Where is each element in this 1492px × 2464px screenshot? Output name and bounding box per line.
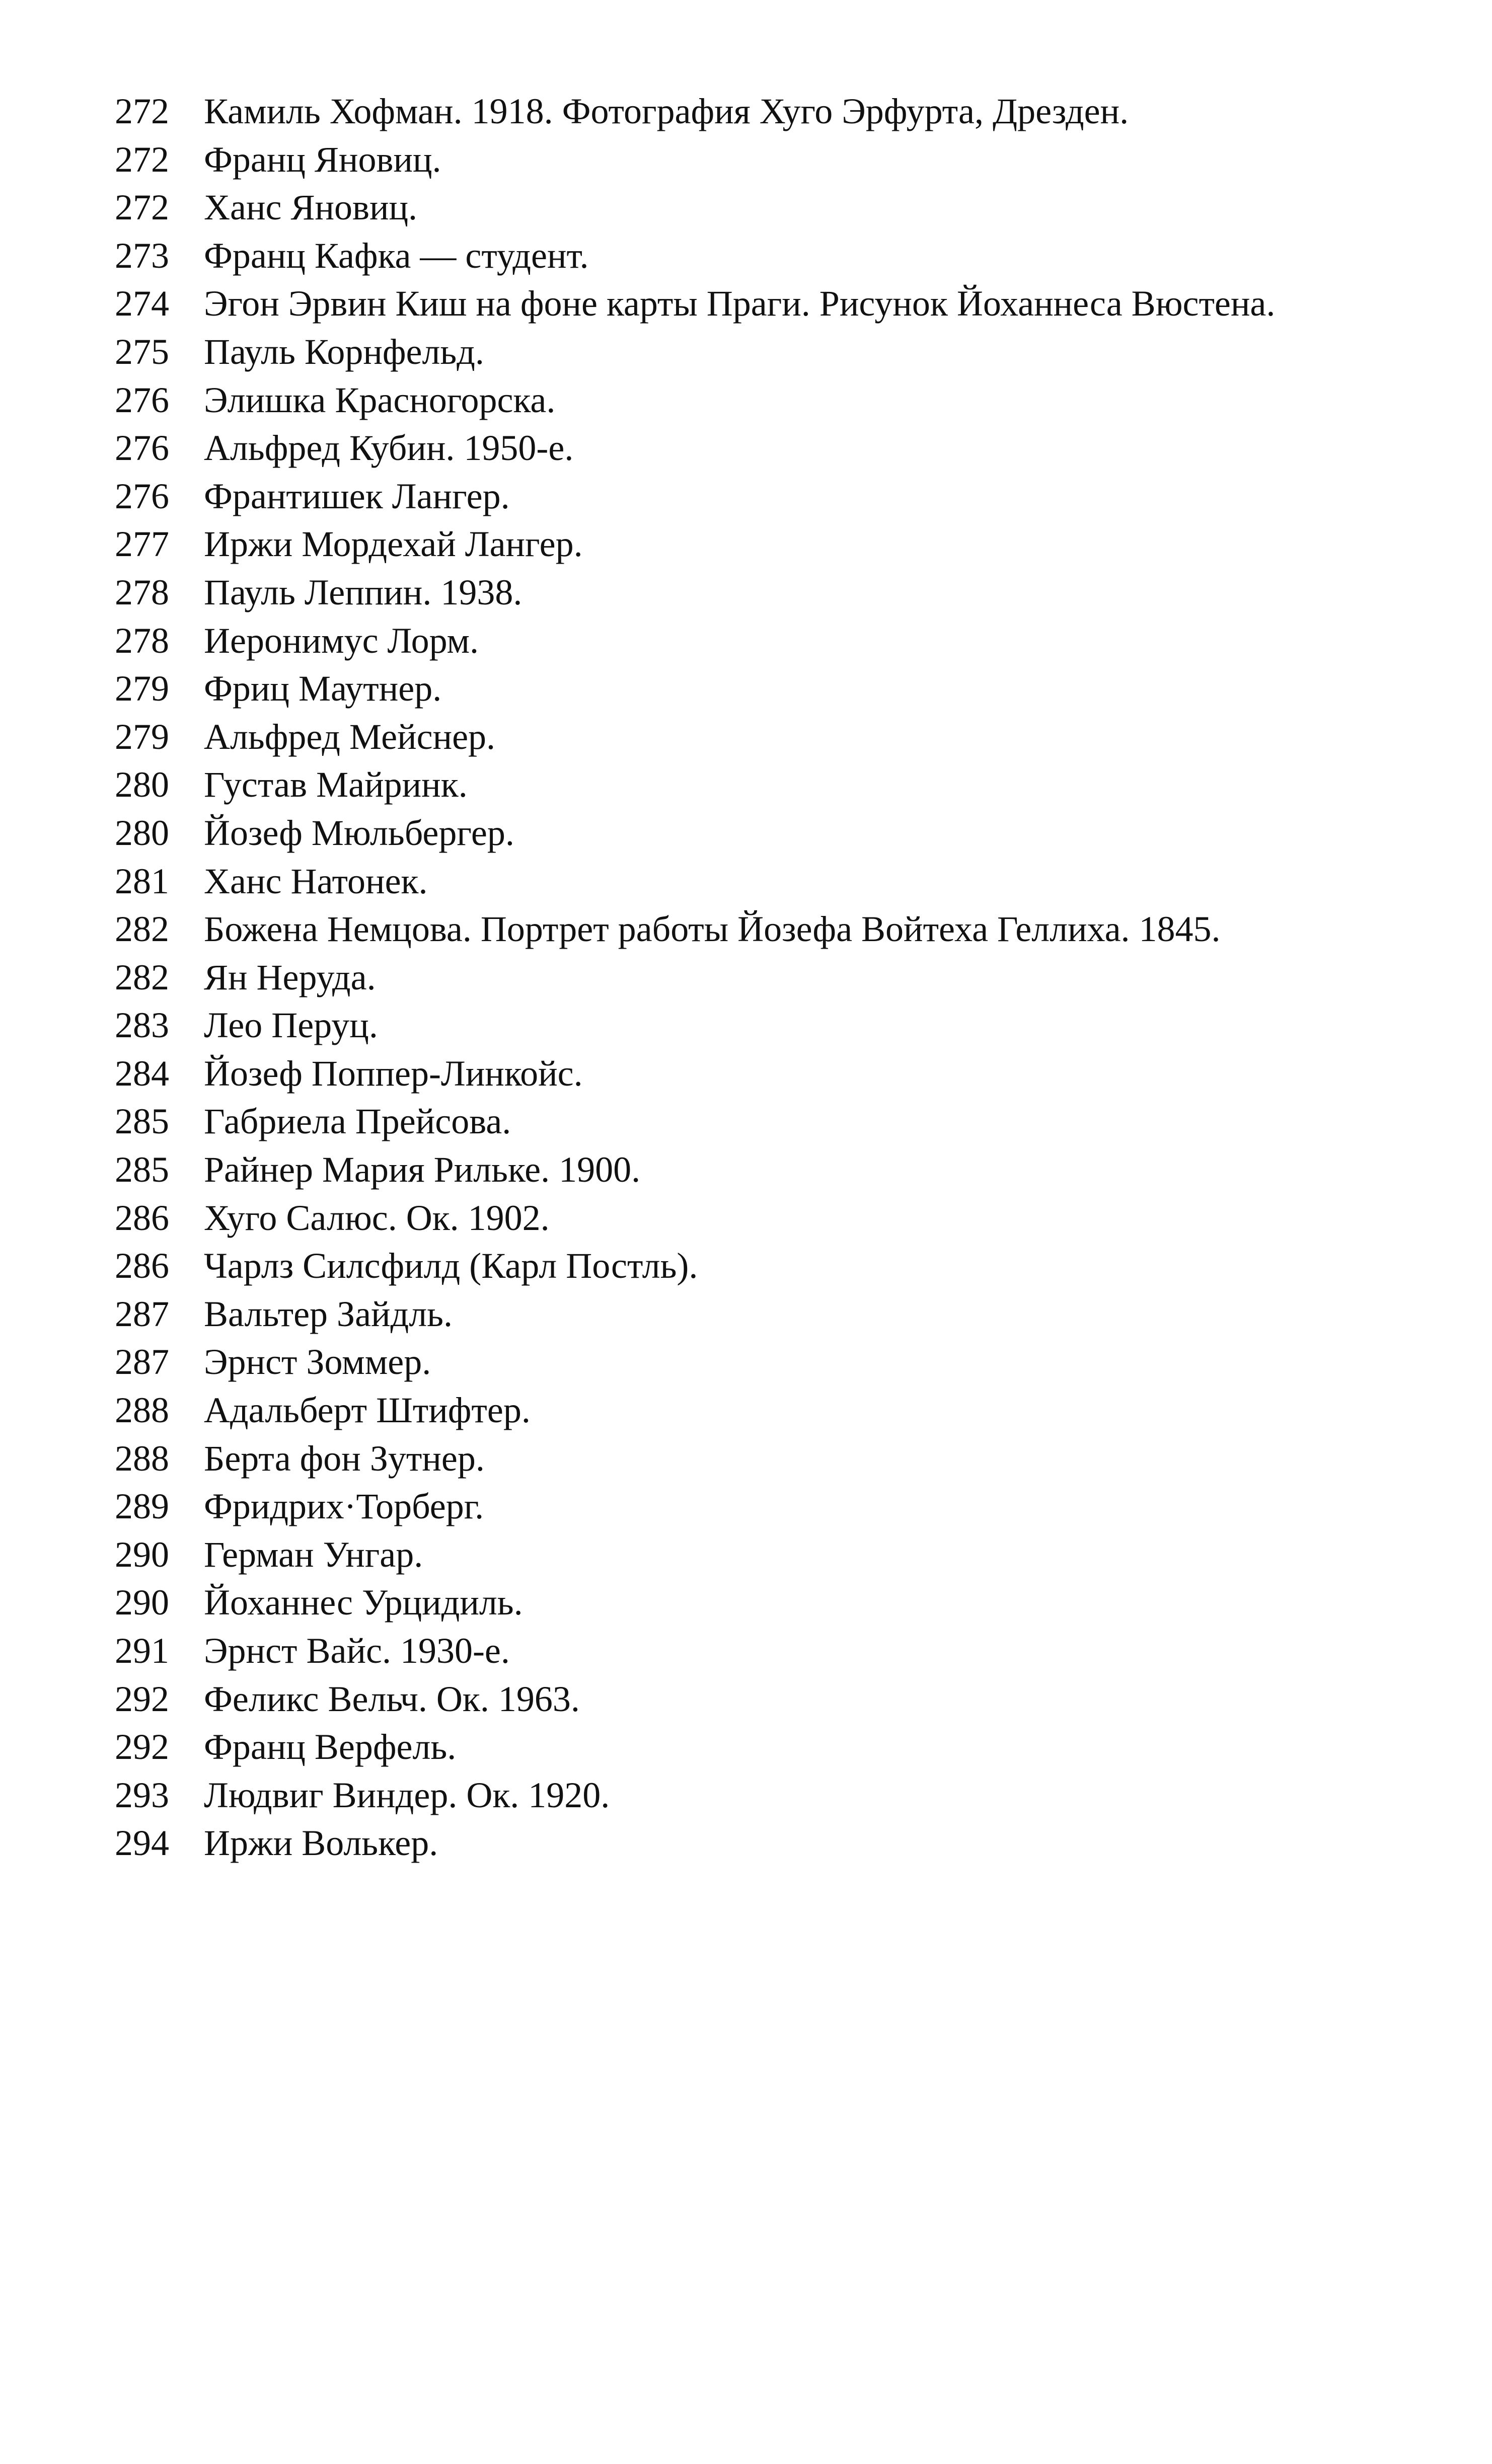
illustration-caption: Франтишек Лангер. (204, 476, 510, 516)
page-number: 278 (115, 572, 169, 612)
page-number: 285 (115, 1149, 169, 1190)
list-item (115, 1775, 1313, 1816)
illustration-caption: Хуго Салюс. Ок. 1902. (204, 1197, 550, 1238)
list-item (115, 283, 1313, 324)
illustration-caption: Людвиг Виндер. Ок. 1920. (204, 1775, 610, 1815)
list-item (115, 1341, 1313, 1382)
page-number: 274 (115, 283, 169, 324)
page-number: 293 (115, 1775, 169, 1815)
illustration-caption: Густав Майринк. (204, 764, 468, 805)
list-item (115, 908, 1313, 950)
illustration-caption: Франц Верфель. (204, 1727, 457, 1767)
list-item (115, 1101, 1313, 1142)
illustration-caption: Йозеф Поппер-Линкойс. (204, 1053, 583, 1094)
list-item (115, 379, 1313, 421)
illustration-caption: Элишка Красногорска. (204, 379, 556, 420)
list-item (115, 764, 1313, 805)
illustration-caption: Фриц Маутнер. (204, 668, 442, 709)
illustration-caption: Чарлз Силсфилд (Карл Постль). (204, 1246, 698, 1286)
list-item (115, 187, 1313, 228)
list-item (115, 235, 1313, 276)
illustration-caption: Франц Яновиц. (204, 139, 441, 180)
page-number: 291 (115, 1631, 169, 1671)
page-number: 287 (115, 1293, 169, 1334)
list-item (115, 1582, 1313, 1623)
illustration-caption: Эрнст Вайс. 1930-е. (204, 1631, 510, 1671)
page-number: 281 (115, 861, 169, 901)
list-item (115, 1822, 1313, 1864)
list-item (115, 1390, 1313, 1431)
page-number: 290 (115, 1534, 169, 1575)
illustration-caption: Габриела Прейсова. (204, 1101, 511, 1142)
list-item (115, 1726, 1313, 1767)
illustration-caption: Камиль Хофман. 1918. Фотография Хуго Эрфурта, Дрезден. (204, 91, 1129, 131)
page-number: 277 (115, 524, 169, 565)
illustration-caption: Вальтер Зайдль. (204, 1293, 453, 1334)
illustration-caption: Пауль Корнфельд. (204, 331, 484, 372)
list-item (115, 957, 1313, 998)
page-number: 278 (115, 620, 169, 661)
page-number: 282 (115, 957, 169, 997)
list-item (115, 331, 1313, 372)
illustration-caption: Эгон Эрвин Киш на фоне карты Праги. Рисунок Йоханнеса Вюстена. (204, 283, 1276, 324)
page-number: 280 (115, 764, 169, 805)
illustration-caption: Йоханнес Урцидиль. (204, 1582, 523, 1623)
list-item (115, 620, 1313, 661)
illustration-caption: Райнер Мария Рильке. 1900. (204, 1149, 641, 1190)
list-item (115, 1053, 1313, 1094)
list-item (115, 668, 1313, 709)
illustration-caption: Альфред Кубин. 1950-е. (204, 428, 574, 469)
list-item (115, 1245, 1313, 1286)
list-item (115, 139, 1313, 180)
list-item (115, 1005, 1313, 1046)
list-item (115, 523, 1313, 565)
page-number: 279 (115, 668, 169, 709)
illustration-caption: Эрнст Зоммер. (204, 1342, 431, 1382)
illustration-caption: Йозеф Мюльбергер. (204, 812, 514, 853)
illustration-list (115, 91, 1313, 1871)
page-number: 283 (115, 1005, 169, 1046)
illustration-caption: Герман Унгар. (204, 1534, 423, 1575)
page-number: 287 (115, 1342, 169, 1382)
illustration-caption: Иржи Мордехай Лангер. (204, 524, 583, 565)
illustration-caption: Франц Кафка — студент. (204, 235, 589, 276)
illustration-caption: Альфред Мейснер. (204, 716, 496, 757)
page-number: 286 (115, 1246, 169, 1286)
list-item (115, 1486, 1313, 1527)
page-number: 288 (115, 1438, 169, 1479)
list-item (115, 1630, 1313, 1671)
list-item (115, 572, 1313, 613)
list-item (115, 91, 1313, 132)
page-number: 292 (115, 1727, 169, 1767)
illustration-caption: Божена Немцова. Портрет работы Йозефа Войтеха Геллиха. 1845. (204, 909, 1221, 950)
page-number: 292 (115, 1678, 169, 1719)
page-number: 280 (115, 812, 169, 853)
illustration-caption: Ханс Яновиц. (204, 187, 418, 228)
illustration-caption: Иржи Волькер. (204, 1823, 438, 1864)
page-number: 284 (115, 1053, 169, 1094)
page-number: 272 (115, 91, 169, 131)
illustration-caption: Адальберт Штифтер. (204, 1390, 531, 1431)
list-item (115, 861, 1313, 902)
page-number: 272 (115, 139, 169, 180)
illustration-caption: Ян Неруда. (204, 957, 376, 997)
page-number: 288 (115, 1390, 169, 1431)
page-number: 276 (115, 476, 169, 516)
page-number: 286 (115, 1197, 169, 1238)
page-number: 294 (115, 1823, 169, 1864)
illustration-caption: Лео Перуц. (204, 1005, 378, 1046)
page-number: 276 (115, 428, 169, 469)
list-item (115, 716, 1313, 757)
list-item (115, 1293, 1313, 1335)
illustration-caption: Берта фон Зутнер. (204, 1438, 485, 1479)
list-item (115, 476, 1313, 517)
list-item (115, 1149, 1313, 1190)
list-item (115, 1438, 1313, 1479)
list-item (115, 812, 1313, 854)
page-number: 282 (115, 909, 169, 950)
illustration-caption: Ханс Натонек. (204, 861, 428, 901)
list-item (115, 427, 1313, 469)
page-number: 272 (115, 187, 169, 228)
page-number: 279 (115, 716, 169, 757)
page-number: 273 (115, 235, 169, 276)
page-number: 289 (115, 1486, 169, 1527)
page-number: 285 (115, 1101, 169, 1142)
page-number: 290 (115, 1582, 169, 1623)
illustration-caption: Пауль Леппин. 1938. (204, 572, 523, 612)
page-number: 276 (115, 379, 169, 420)
list-item (115, 1678, 1313, 1720)
illustration-caption: Иеронимус Лорм. (204, 620, 479, 661)
page-number: 275 (115, 331, 169, 372)
list-item (115, 1197, 1313, 1239)
list-item (115, 1534, 1313, 1575)
illustration-caption: Феликс Вельч. Ок. 1963. (204, 1678, 580, 1719)
illustration-caption: Фридрих·Торберг. (204, 1486, 484, 1527)
